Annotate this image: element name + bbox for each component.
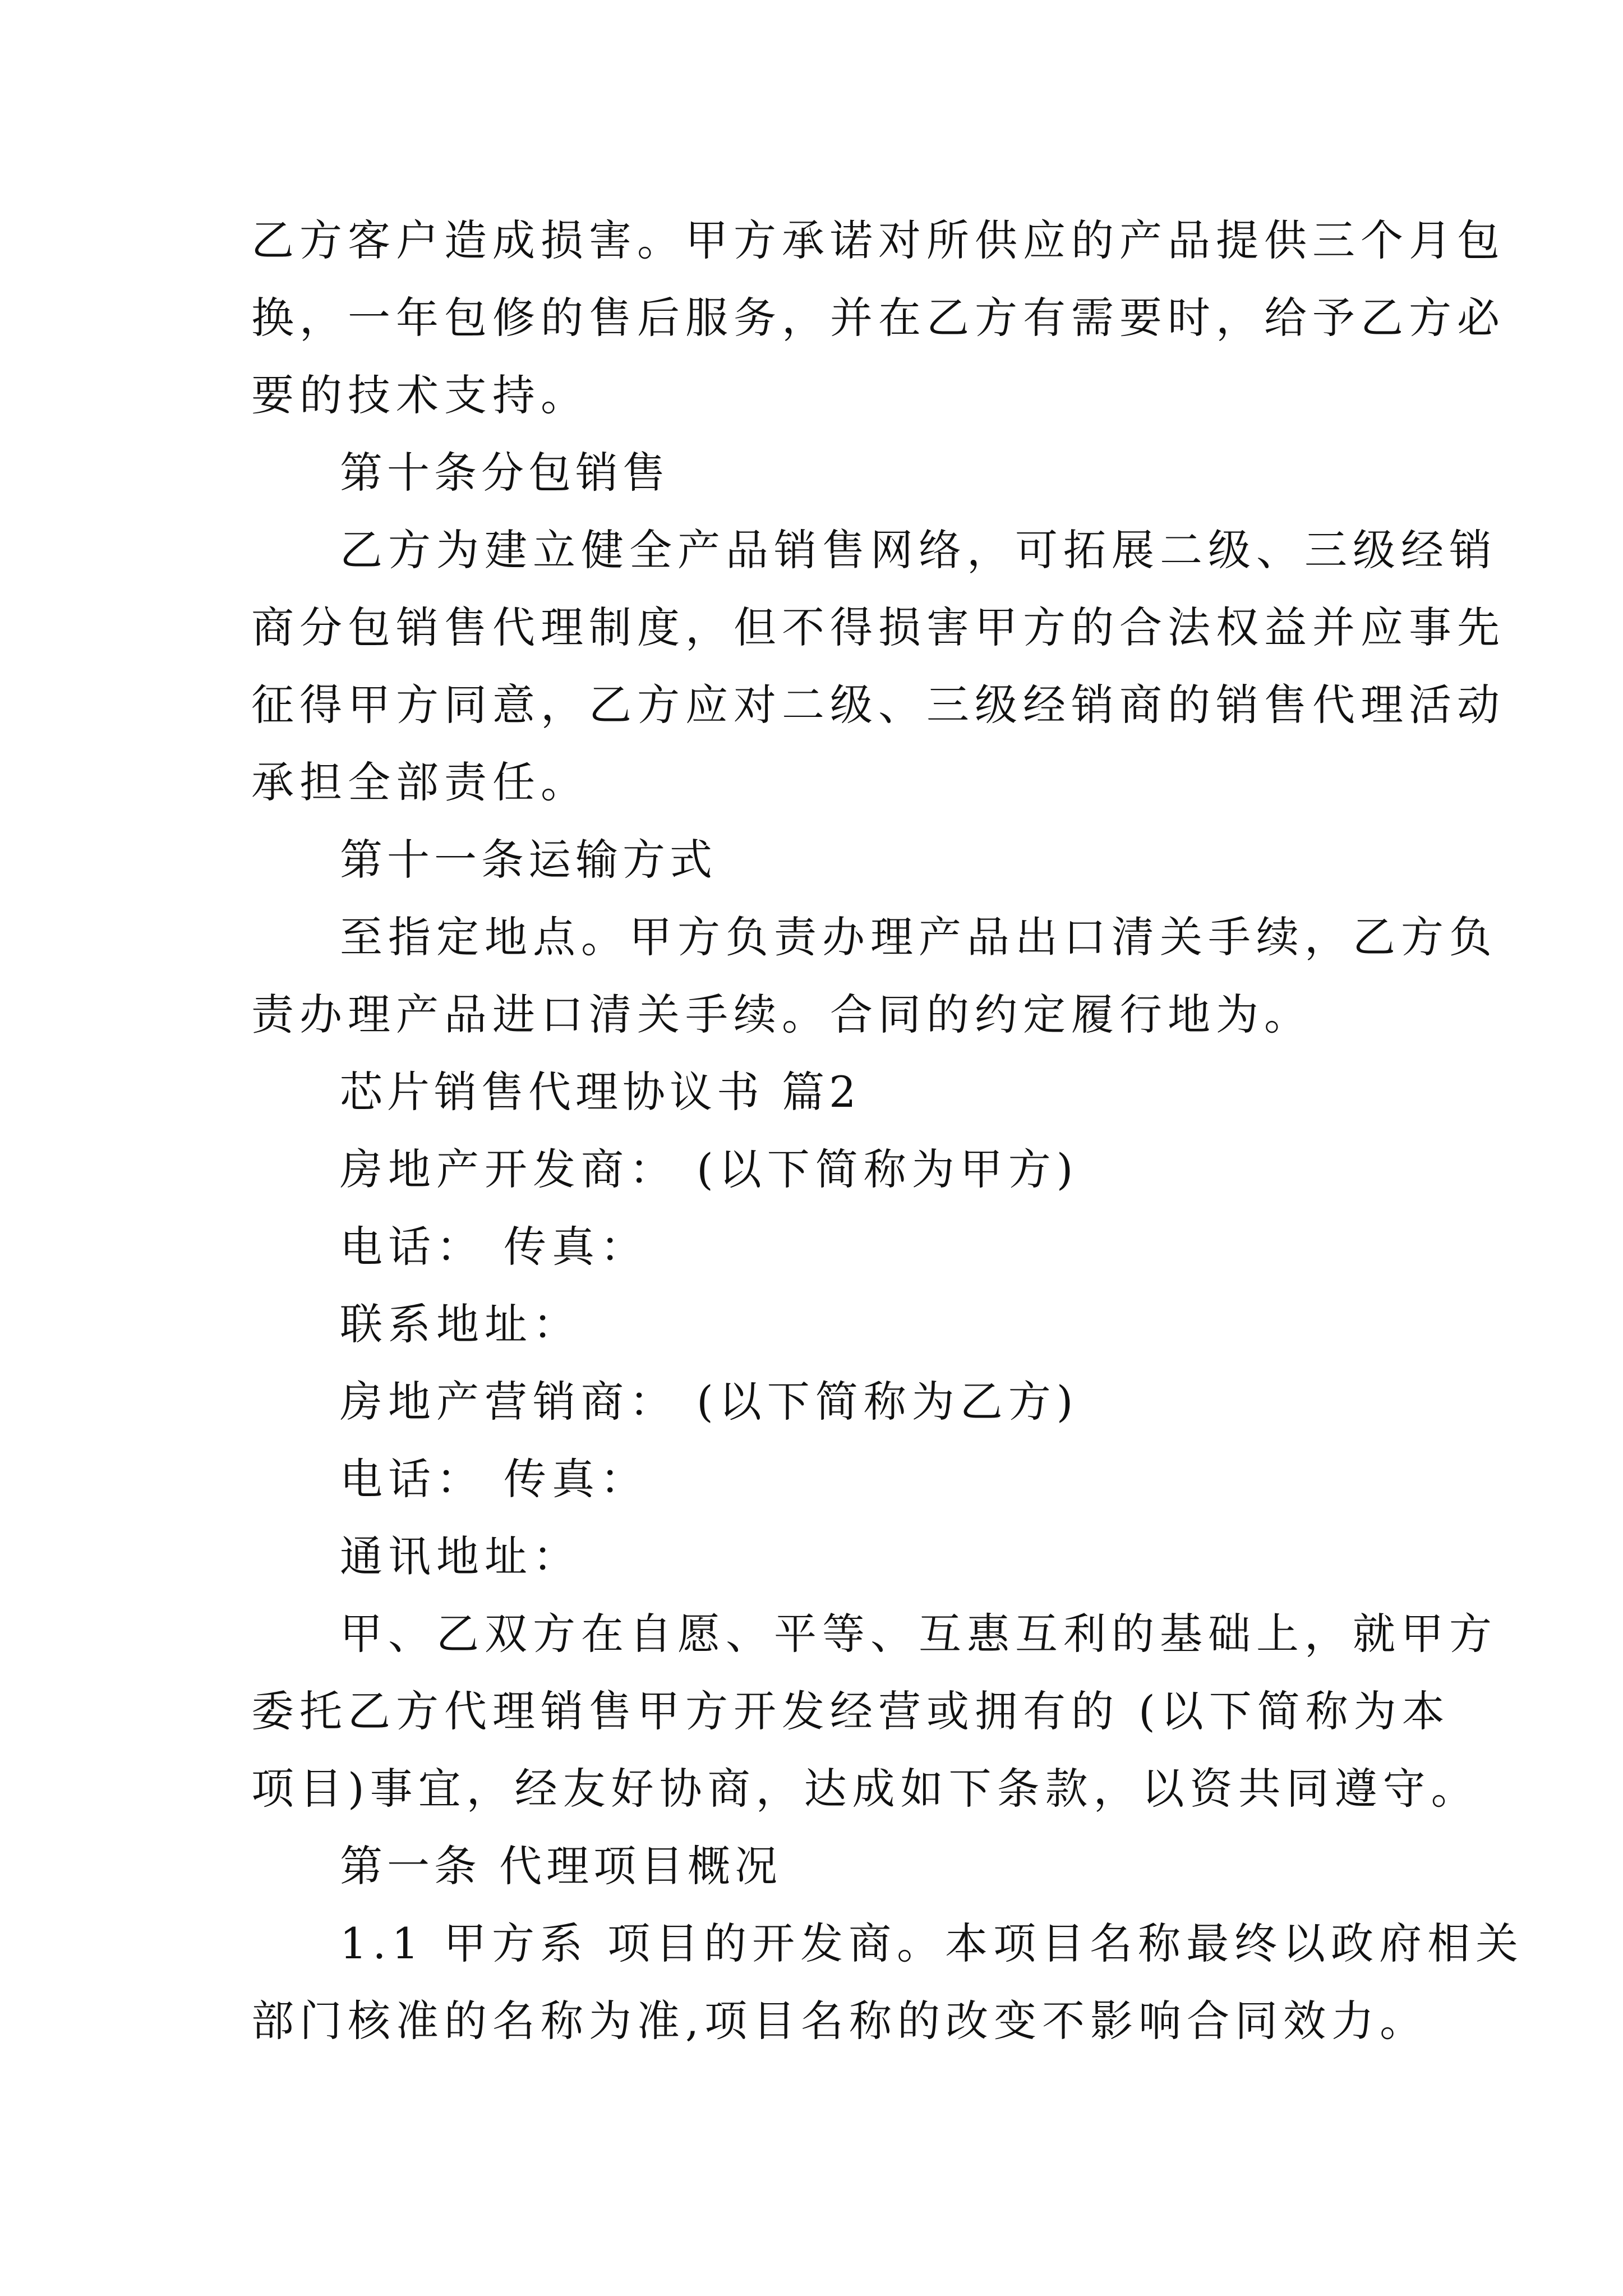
article-11-heading: 第十一条运输方式 <box>340 835 717 885</box>
body-line-6: 商分包销售代理制度，但不得损害甲方的合法权益并应事先 <box>251 602 1505 652</box>
body-line-1: 乙方客户造成损害。甲方承诺对所供应的产品提供三个月包 <box>251 215 1505 265</box>
clause-1-1-line-1: 1.1 甲方系 项目的开发商。本项目名称最终以政府相关 <box>340 1918 1524 1968</box>
article-10-heading: 第十条分包销售 <box>340 448 670 498</box>
body-line-2: 换，一年包修的售后服务，并在乙方有需要时，给予乙方必 <box>251 293 1505 343</box>
clause-1-1-line-2: 部门核准的名称为准,项目名称的改变不影响合同效力。 <box>251 1996 1428 2046</box>
developer-address: 联系地址： <box>340 1299 581 1349</box>
body-line-19: 甲、乙双方在自愿、平等、互惠互利的基础上，就甲方 <box>340 1609 1497 1659</box>
document-body <box>251 202 1524 2060</box>
body-line-10: 至指定地点。甲方负责办理产品出口清关手续，乙方负 <box>340 912 1497 962</box>
body-line-3: 要的技术支持。 <box>251 370 589 420</box>
marketer-address: 通讯地址： <box>340 1531 581 1581</box>
body-line-21: 项目)事宜，经友好协商，达成如下条款，以资共同遵守。 <box>251 1764 1479 1814</box>
body-line-20: 委托乙方代理销售甲方开发经营或拥有的 (以下简称为本 <box>251 1686 1450 1736</box>
developer-line: 房地产开发商： (以下简称为甲方) <box>340 1144 1079 1194</box>
marketer-line: 房地产营销商： (以下简称为乙方) <box>340 1377 1079 1427</box>
body-line-11: 责办理产品进口清关手续。合同的约定履行地为。 <box>251 990 1312 1039</box>
article-1-heading: 第一条 代理项目概况 <box>340 1841 782 1891</box>
body-line-8: 承担全部责任。 <box>251 757 589 807</box>
marketer-phone-fax: 电话： 传真： <box>340 1454 649 1504</box>
body-line-5: 乙方为建立健全产品销售网络，可拓展二级、三级经销 <box>340 525 1497 575</box>
section-title: 芯片销售代理协议书 篇2 <box>340 1067 861 1117</box>
developer-phone-fax: 电话： 传真： <box>340 1222 649 1272</box>
body-line-7: 征得甲方同意，乙方应对二级、三级经销商的销售代理活动 <box>251 680 1505 730</box>
